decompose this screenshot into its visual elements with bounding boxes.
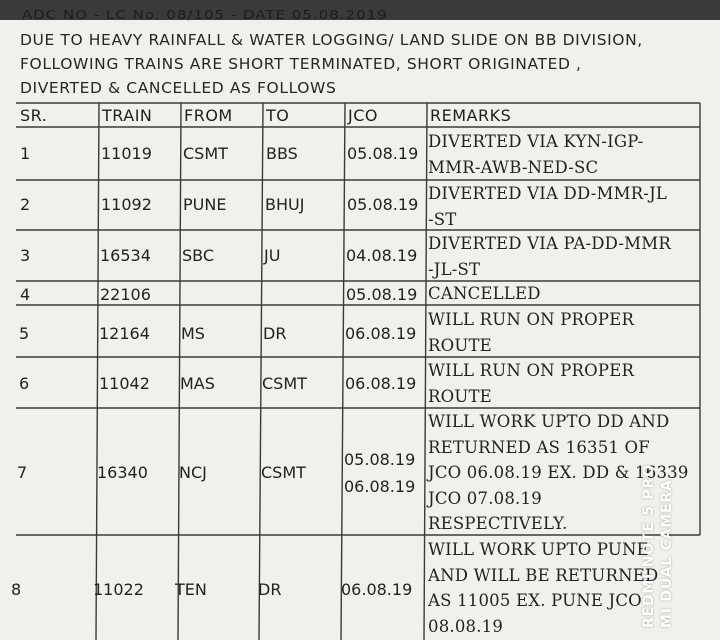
remarks-line: CANCELLED	[428, 284, 541, 303]
cell-remarks	[428, 181, 698, 232]
cell-jco: 05.08.19	[344, 450, 416, 469]
cell-to: CSMT	[261, 463, 306, 482]
cell-remarks	[428, 129, 698, 180]
cell-jco: 06.08.19	[345, 324, 417, 343]
cell-to: CSMT	[262, 374, 307, 393]
cell-train: 16340	[97, 463, 148, 482]
remarks-line: WILL WORK UPTO PUNE	[428, 540, 649, 559]
cell-train: 16534	[100, 246, 151, 265]
header-sr: SR.	[20, 106, 48, 125]
cell-from: MS	[181, 324, 205, 343]
intro-line: DIVERTED & CANCELLED AS FOLLOWS	[20, 79, 337, 97]
remarks-line: -ST	[428, 209, 457, 229]
cell-remarks	[428, 358, 698, 409]
header-remarks: REMARKS	[430, 106, 512, 125]
watermark-line: REDMI NOTE 5 PRO	[641, 464, 657, 628]
cell-to: BBS	[266, 144, 298, 163]
cell-sr: 2	[20, 195, 31, 214]
cell-to: BHUJ	[265, 195, 305, 214]
cell-remarks	[428, 231, 698, 282]
cell-jco: 06.08.19	[341, 580, 413, 599]
cell-sr: 6	[19, 374, 30, 393]
remarks-line: RESPECTIVELY.	[428, 514, 568, 533]
header-from: FROM	[184, 106, 233, 125]
cell-train: 12164	[99, 324, 150, 343]
cell-jco: 05.08.19	[347, 195, 419, 214]
remarks-line: -JL-ST	[428, 259, 481, 279]
remarks-line: WILL WORK UPTO DD AND	[428, 412, 670, 431]
cell-from: PUNE	[183, 195, 227, 214]
cell-train: 11042	[99, 374, 150, 393]
remarks-line: MMR-AWB-NED-SC	[428, 157, 599, 177]
remarks-line: WILL RUN ON PROPER	[428, 310, 635, 329]
cell-sr: 4	[20, 285, 31, 304]
cell-sr: 3	[20, 246, 31, 265]
remarks-line: ROUTE	[428, 335, 492, 355]
remarks-line: ROUTE	[428, 386, 492, 406]
cell-jco: 04.08.19	[346, 246, 418, 265]
header-jco: JCO	[348, 106, 378, 125]
cell-from: MAS	[180, 374, 215, 393]
remarks-line: 08.08.19	[428, 616, 504, 636]
remarks-line: DIVERTED VIA DD-MMR-JL	[428, 184, 668, 203]
cell-jco: 06.08.19	[345, 374, 417, 393]
cell-remarks	[428, 281, 698, 307]
intro-line: FOLLOWING TRAINS ARE SHORT TERMINATED, SHORT ORIGINATED ,	[20, 55, 582, 73]
header-train: TRAIN	[102, 106, 153, 125]
watermark-line: MI DUAL CAMERA	[659, 479, 675, 628]
cell-sr: 1	[20, 144, 31, 163]
cell-from: CSMT	[183, 144, 228, 163]
cell-to: JU	[264, 246, 281, 265]
remarks-line: DIVERTED VIA KYN-IGP-	[428, 132, 644, 151]
cell-to: DR	[258, 580, 282, 599]
remarks-line: DIVERTED VIA PA-DD-MMR	[428, 234, 671, 253]
remarks-line: JCO 06.08.19 EX. DD & 16339	[428, 463, 689, 482]
cell-from: SBC	[182, 246, 215, 265]
cell-jco: 05.08.19	[346, 285, 418, 304]
cell-sr: 7	[17, 463, 28, 482]
cell-jco: 05.08.19	[347, 144, 419, 163]
remarks-line: AS 11005 EX. PUNE JCO	[428, 591, 642, 610]
cell-sr: 8	[11, 580, 22, 599]
remarks-line: JCO 07.08.19	[428, 488, 542, 508]
cell-remarks	[428, 307, 698, 358]
remarks-line: AND WILL BE RETURNED	[428, 565, 659, 585]
cell-train: 11019	[101, 144, 152, 163]
remarks-line: WILL RUN ON PROPER	[428, 361, 635, 380]
header-partial: ADC NO - LC No. 08/105 - DATE 05.08.2019	[22, 7, 388, 23]
remarks-line: RETURNED AS 16351 OF	[428, 437, 650, 457]
intro-line: DUE TO HEAVY RAINFALL & WATER LOGGING/ LAND SLIDE ON BB DIVISION,	[20, 31, 643, 49]
cell-to: DR	[263, 324, 287, 343]
cell-from: NCJ	[179, 463, 207, 482]
camera-watermark	[640, 438, 676, 628]
cell-from: TEN	[175, 580, 207, 599]
cell-sr: 5	[19, 324, 30, 343]
cell-jco-second: 06.08.19	[344, 477, 416, 496]
header-to: TO	[266, 106, 290, 125]
cell-train: 11092	[101, 195, 152, 214]
cell-train: 22106	[100, 285, 151, 304]
cell-train: 11022	[93, 580, 144, 599]
